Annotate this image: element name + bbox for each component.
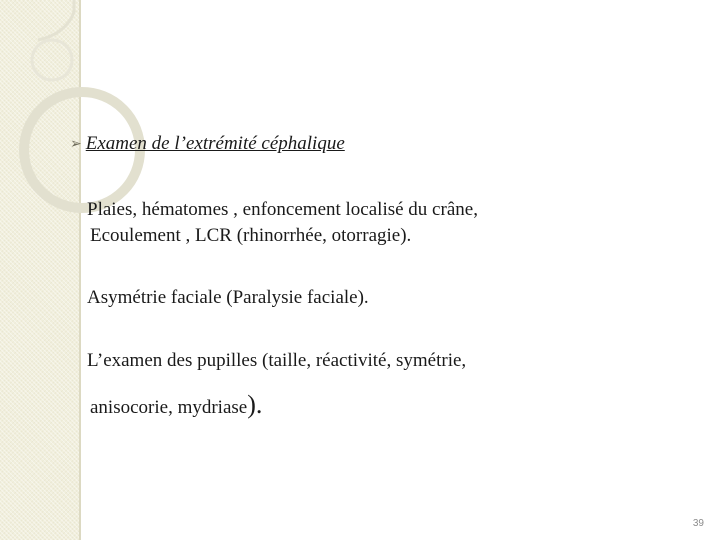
arrow-bullet-icon: ➢ xyxy=(70,136,82,152)
decorative-rings xyxy=(0,0,180,220)
small-ring-decoration xyxy=(32,40,72,80)
paragraph-line-4: L’examen des pupilles (taille, réactivité, symétrie, xyxy=(87,350,467,371)
slide-heading xyxy=(70,133,345,155)
paragraph-line-5-text: anisocorie, mydriase xyxy=(90,397,248,418)
slide-heading-text: Examen de l’extrémité céphalique xyxy=(85,133,345,154)
closing-paren: ). xyxy=(247,390,263,419)
paragraph-line-5 xyxy=(90,390,262,420)
slide-number: 39 xyxy=(692,518,704,529)
paragraph-line-3: Asymétrie faciale (Paralysie faciale). xyxy=(87,287,369,308)
paragraph-line-1: Plaies, hématomes , enfoncement localisé du crâne, xyxy=(87,199,478,220)
top-curve-decoration xyxy=(38,0,74,40)
paragraph-line-2: Ecoulement , LCR (rhinorrhée, otorragie). xyxy=(90,225,412,246)
